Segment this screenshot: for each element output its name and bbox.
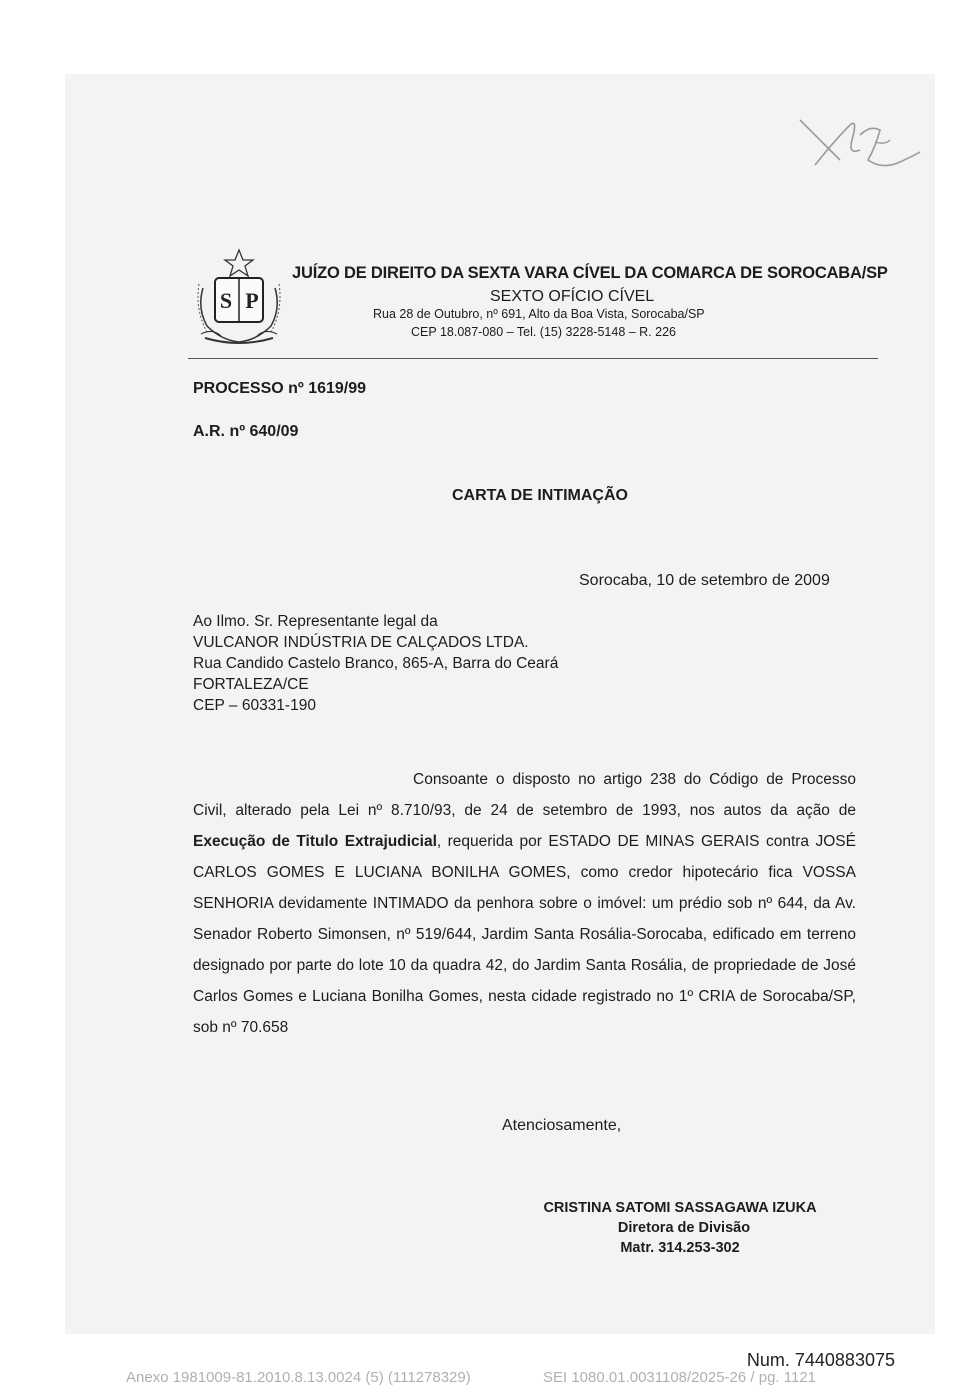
signer-registration: Matr. 314.253-302 <box>620 1240 740 1256</box>
court-contact: CEP 18.087-080 – Tel. (15) 3228-5148 – R. 226 <box>411 325 677 339</box>
crest-letter-s: S <box>219 288 233 313</box>
recipient-company: VULCANOR INDÚSTRIA DE CALÇADOS LTDA. <box>193 634 529 651</box>
office-name: SEXTO OFÍCIO CÍVEL <box>490 288 655 305</box>
body-paragraph <box>193 764 856 1043</box>
sao-paulo-crest-icon <box>193 248 285 348</box>
annex-reference: Anexo 1981009-81.2010.8.13.0024 (5) (111278329) <box>126 1369 471 1386</box>
closing-text: Atenciosamente, <box>502 1117 622 1134</box>
signer-name: CRISTINA SATOMI SASSAGAWA IZUKA <box>543 1200 817 1216</box>
recipient-city: FORTALEZA/CE <box>193 676 309 693</box>
processo-number: PROCESSO nº 1619/99 <box>193 380 367 397</box>
court-address: Rua 28 de Outubro, nº 691, Alto da Boa Vista, Sorocaba/SP <box>373 307 705 321</box>
body-text-part1: Consoante o disposto no artigo 238 do Código de Processo Civil, alterado pela Lei nº 8.710/93, de 24 de setembro de 1993, nos autos da ação de <box>193 771 856 819</box>
crest-letter-p: P <box>245 288 259 313</box>
recipient-street: Rua Candido Castelo Branco, 865-A, Barra do Ceará <box>193 655 559 672</box>
document-title: CARTA DE INTIMAÇÃO <box>452 487 628 504</box>
signer-role: Diretora de Divisão <box>617 1220 751 1236</box>
body-text-part2: , requerida por ESTADO DE MINAS GERAIS contra JOSÉ CARLOS GOMES E LUCIANA BONILHA GOMES, como credor hipotecário fica VOSSA SENHORIA devidamente INTIMADO da penhora sobre o imóvel: um prédio sob nº 644, da Av. Senador Roberto Simonsen, nº 519/644, Jardim Santa Rosália-Sorocaba, edificado em terreno designado por parte do lote 10 da quadra 42, do Jardim Santa Rosália, de propriedade de José Carlos Gomes e Luciana Bonilha Gomes, nesta cidade registrado no 1º CRIA de Sorocaba/SP, sob nº 70.658 <box>193 833 856 1036</box>
recipient-line: Ao Ilmo. Sr. Representante legal da <box>193 613 438 630</box>
handwritten-initials <box>790 100 930 190</box>
document-number: Num. 7440883075 <box>746 1350 895 1370</box>
sei-reference: SEI 1080.01.0031108/2025-26 / pg. 1121 <box>543 1369 817 1386</box>
body-action-name: Execução de Titulo Extrajudicial <box>193 833 437 850</box>
letter-date: Sorocaba, 10 de setembro de 2009 <box>579 572 830 589</box>
court-name: JUÍZO DE DIREITO DA SEXTA VARA CÍVEL DA COMARCA DE SOROCABA/SP <box>292 264 888 282</box>
signature-block <box>480 1198 880 1258</box>
ar-number: A.R. nº 640/09 <box>193 423 299 440</box>
recipient-cep: CEP – 60331-190 <box>193 697 316 714</box>
header-divider <box>188 358 878 359</box>
recipient-block <box>193 611 558 716</box>
